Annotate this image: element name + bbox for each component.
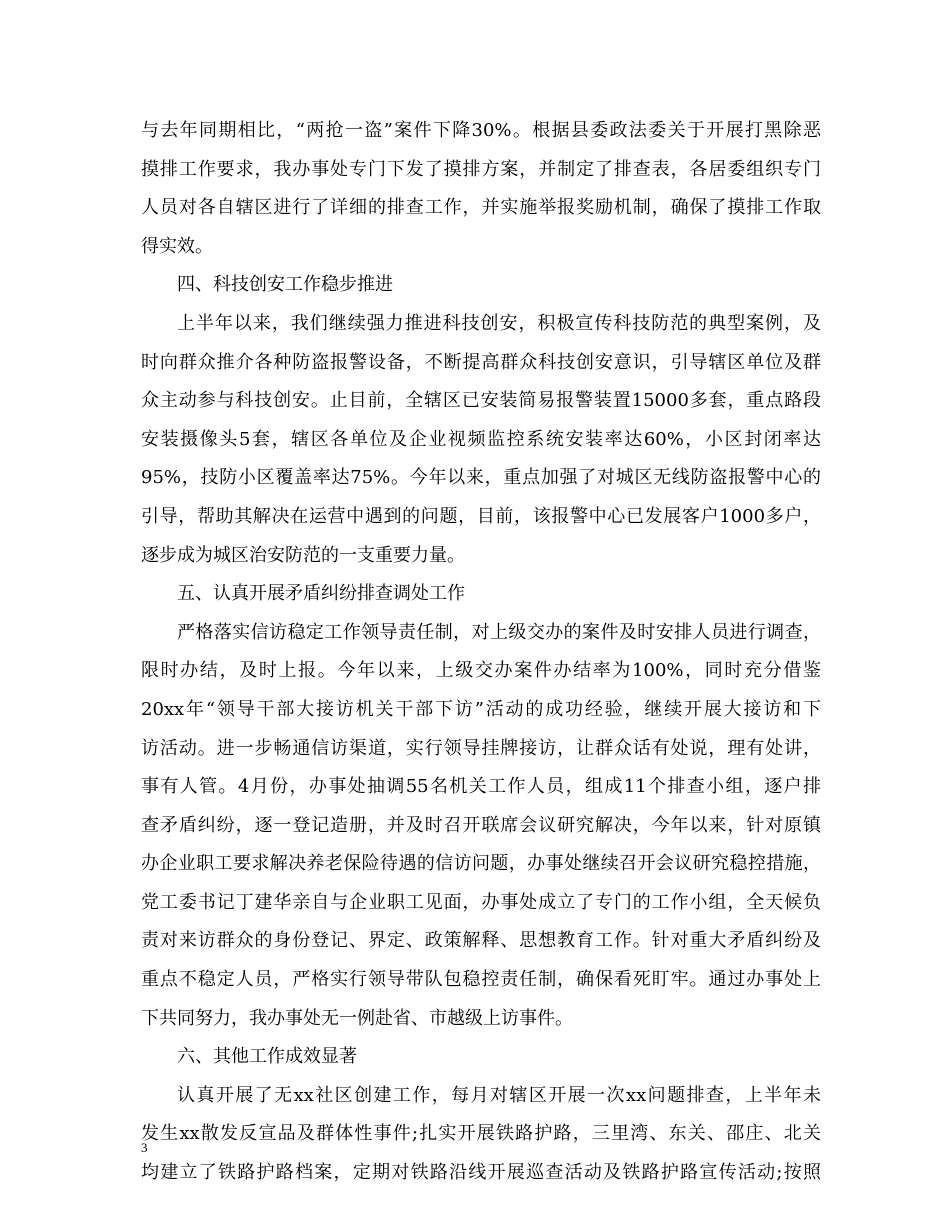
text-line: 党工委书记丁建华亲自与企业职工见面，办事处成立了专门的工作小组，全天候负 xyxy=(141,891,821,913)
text-line: 访活动。进一步畅通信访渠道，实行领导挂牌接访，让群众话有处说，理有处讲， xyxy=(141,737,821,759)
text-line: 认真开展了无xx社区创建工作，每月对辖区开展一次xx问题排查，上半年未 xyxy=(177,1084,821,1106)
text-line: 与去年同期相比，“两抢一盗”案件下降30%。根据县委政法委关于开展打黑除恶 xyxy=(141,120,821,141)
section-heading: 四、科技创安工作稳步推进 xyxy=(177,274,393,296)
text-line: 20xx年“领导干部大接访机关干部下访”活动的成功经验，继续开展大接访和下 xyxy=(141,698,821,720)
text-line: 得实效。 xyxy=(141,235,213,257)
text-line: 众主动参与科技创安。止目前，全辖区已安装简易报警装置15000多套，重点路段 xyxy=(141,390,821,412)
text-line: 办企业职工要求解决养老保险待遇的信访问题，办事处继续召开会议研究稳控措施， xyxy=(141,853,821,875)
text-line: 限时办结，及时上报。今年以来，上级交办案件办结率为100%，同时充分借鉴 xyxy=(141,660,821,682)
text-line: 安装摄像头5套，辖区各单位及企业视频监控系统安装率达60%，小区封闭率达 xyxy=(141,428,821,450)
text-line: 人员对各自辖区进行了详细的排查工作，并实施举报奖励机制，确保了摸排工作取 xyxy=(141,197,821,219)
text-line: 逐步成为城区治安防范的一支重要力量。 xyxy=(141,544,465,566)
text-line: 重点不稳定人员，严格实行领导带队包稳控责任制，确保看死盯牢。通过办事处上 xyxy=(141,969,821,991)
text-line: 上半年以来，我们继续强力推进科技创安，积极宣传科技防范的典型案例，及 xyxy=(177,312,821,334)
text-line: 发生xx散发反宣品及群体性事件;扎实开展铁路护路，三里湾、东关、邵庄、北关 xyxy=(141,1123,821,1145)
text-line: 均建立了铁路护路档案，定期对铁路沿线开展巡查活动及铁路护路宣传活动;按照 xyxy=(141,1162,821,1184)
section-heading: 六、其他工作成效显著 xyxy=(177,1046,357,1068)
text-line: 严格落实信访稳定工作领导责任制，对上级交办的案件及时安排人员进行调查， xyxy=(177,621,821,643)
text-line: 查矛盾纠纷，逐一登记造册，并及时召开联席会议研究解决，今年以来，针对原镇 xyxy=(141,814,821,836)
text-line: 下共同努力，我办事处无一例赴省、市越级上访事件。 xyxy=(141,1007,573,1029)
text-line: 责对来访群众的身份登记、界定、政策解释、思想教育工作。针对重大矛盾纠纷及 xyxy=(141,930,821,952)
text-line: 95%，技防小区覆盖率达75%。今年以来，重点加强了对城区无线防盗报警中心的 xyxy=(141,467,821,489)
text-line: 事有人管。4月份，办事处抽调55名机关工作人员，组成11个排查小组，逐户排 xyxy=(141,776,821,798)
text-line: 时向群众推介各种防盗报警设备，不断提高群众科技创安意识，引导辖区单位及群 xyxy=(141,351,821,373)
document-body xyxy=(141,112,821,1193)
section-heading: 五、认真开展矛盾纠纷排查调处工作 xyxy=(177,583,465,605)
text-line: 引导，帮助其解决在运营中遇到的问题，目前，该报警中心已发展客户1000多户， xyxy=(141,505,821,527)
page-number: 3 xyxy=(141,1140,148,1155)
text-line: 摸排工作要求，我办事处专门下发了摸排方案，并制定了排查表，各居委组织专门 xyxy=(141,158,821,180)
